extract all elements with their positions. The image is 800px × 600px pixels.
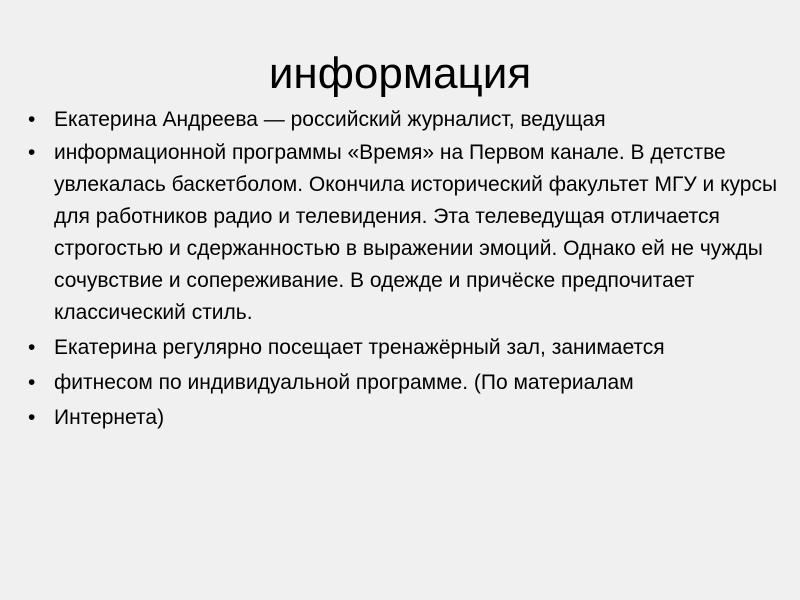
bullet-marker-icon: •: [28, 108, 36, 131]
bullet-marker-icon: •: [28, 406, 36, 429]
bullet-text: фитнесом по индивидуальной программе. (По материалам: [54, 371, 634, 394]
bullet-list: [28, 104, 778, 437]
bullet-marker-icon: •: [28, 141, 36, 164]
slide-title: информация: [268, 49, 532, 98]
bullet-text: Екатерина Андреева — российский журналист, ведущая: [54, 108, 606, 131]
bullet-marker-icon: •: [28, 371, 36, 394]
bullet-item: [28, 332, 778, 364]
bullet-item: [28, 137, 778, 329]
bullet-marker-icon: •: [28, 336, 36, 359]
bullet-text: Интернета): [54, 406, 165, 429]
bullet-item: [28, 367, 778, 399]
bullet-text: информационной программы «Время» на Первом канале. В детстве увлекалась баскетболом. Окончила исторический факультет МГУ и курсы для работников радио и телевидения. Эта телеведущая отличается строгостью и сдержанностью в выражении эмоций. Однако ей не чужды сочувствие и сопереживание. В одежде и причёске предпочитает классический стиль.: [54, 141, 778, 324]
bullet-item: [28, 104, 778, 136]
bullet-text: Екатерина регулярно посещает тренажёрный зал, занимается: [54, 336, 665, 359]
bullet-item: [28, 402, 778, 434]
